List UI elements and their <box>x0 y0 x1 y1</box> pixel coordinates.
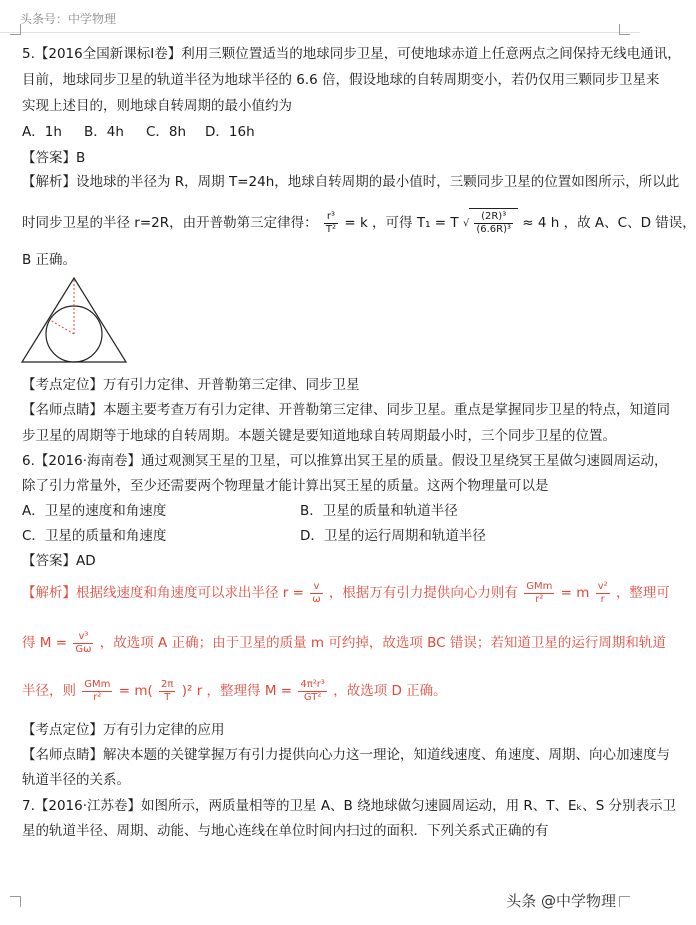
q6-option-d: D．卫星的运行周期和轨道半径 <box>300 528 486 544</box>
crop-mark <box>10 896 21 907</box>
formula-fraction <box>73 631 93 656</box>
sqrt-expression: √ $\frac{\text{(2R)³}}{\text{(6.6R)³}}$ <box>463 208 518 238</box>
q6-topic: 【考点定位】万有引力定律的应用 <box>22 722 225 738</box>
fraction-numerator: GMm <box>526 580 553 592</box>
q6-answer: 【答案】AD <box>22 553 96 569</box>
formula-fraction <box>159 679 175 704</box>
q6-option-c: C．卫星的质量和角速度 <box>22 528 167 544</box>
q5-analysis-conclusion: ≈ 4 h ，故 A、C、D 错误， <box>522 215 696 231</box>
q6-option-a: A．卫星的速度和角速度 <box>22 503 167 519</box>
fraction-numerator: (2R)³ <box>474 211 513 224</box>
fraction-denominator: ω <box>312 593 321 605</box>
q6-comment-line: 轨道半径的关系。 <box>22 772 130 788</box>
fraction-numerator: v³ <box>73 631 93 644</box>
q6-stem-line: 6.【2016·海南卷】通过观测冥王星的卫星，可以推算出冥王星的质量。假设卫星绕冥王星做匀速圆周运动， <box>22 453 668 469</box>
kepler-fraction <box>324 211 338 236</box>
analysis-text: )² r ，整理得 M = <box>181 683 293 699</box>
fraction-denominator: GT² <box>303 691 322 703</box>
kepler-equation: = k ，可得 T₁ = T <box>344 215 459 231</box>
analysis-text: = m <box>560 585 590 601</box>
analysis-text: = m( <box>118 683 153 699</box>
fraction-numerator: GMm <box>84 678 111 690</box>
q5-comment-line: 步卫星的周期等于地球的自转周期。本题关键是要知道地球自转周期最小时，三个同步卫星的位置。 <box>22 428 616 444</box>
analysis-text: ，整理可 <box>615 585 670 601</box>
q7-stem-line: 星的轨道半径、周期、动能、与地心连线在单位时间内扫过的面积．下列关系式正确的有 <box>22 823 549 839</box>
q7-stem-line: 7.【2016·江苏卷】如图所示，两质量相等的卫星 A、B 绕地球做匀速圆周运动，用 R、T、Eₖ、S 分别表示卫 <box>22 798 677 814</box>
fraction-denominator: T² <box>325 223 337 235</box>
q5-option-a: A．1h <box>22 124 62 140</box>
q5-analysis-line: 【解析】设地球的半径为 R，周期 T=24h，地球自转周期的最小值时，三颗同步卫星的位置如图所示，所以此 <box>22 174 680 190</box>
analysis-text: 【解析】根据线速度和角速度可以求出半径 r = <box>22 585 304 601</box>
formula-fraction <box>82 679 112 704</box>
fraction-numerator: 2π <box>161 678 174 690</box>
fraction-denominator: Gω <box>75 643 92 655</box>
formula-fraction <box>524 581 554 606</box>
source-header: 头条号：中学物理 <box>20 12 117 26</box>
q6-analysis-line <box>22 676 626 706</box>
analysis-text: ，故选项 D 正确。 <box>333 683 447 699</box>
q5-answer: 【答案】B <box>22 150 86 166</box>
satellite-triangle-diagram <box>20 276 128 366</box>
radius-line <box>50 320 74 334</box>
q5-comment-line: 【名师点睛】本题主要考查万有引力定律、开普勒第三定律、同步卫星。重点是掌握同步卫星的特点，知道同 <box>22 402 670 418</box>
q6-option-b: B．卫星的质量和轨道半径 <box>300 503 458 519</box>
analysis-text: 得 M = <box>22 635 68 651</box>
q5-analysis-line: B 正确。 <box>22 252 77 268</box>
fraction-numerator: 4π²r³ <box>300 678 325 690</box>
fraction-numerator: r³ <box>324 211 338 224</box>
formula-fraction <box>596 581 610 606</box>
q6-analysis-line <box>22 628 666 658</box>
q6-comment-line: 【名师点睛】解决本题的关键掌握万有引力提供向心力这一理论，知道线速度、角速度、周期、向心加速度与 <box>22 747 670 763</box>
q5-analysis-formula-line <box>22 208 696 238</box>
crop-mark <box>619 24 630 35</box>
watermark: 头条 @中学物理 <box>506 892 616 910</box>
q5-option-b: B．4h <box>84 124 124 140</box>
fraction-numerator: v <box>310 581 322 594</box>
q5-stem-line: 目前，地球同步卫星的轨道半径为地球半径的 6.6 倍，假设地球的自转周期变小，若仍仅用三颗同步卫星来 <box>22 72 660 88</box>
q5-topic: 【考点定位】万有引力定律、开普勒第三定律、同步卫星 <box>22 377 360 393</box>
fraction-denominator: r² <box>535 593 544 605</box>
fraction-denominator: T <box>164 691 171 703</box>
crop-mark <box>10 24 21 35</box>
header-divider <box>0 32 640 33</box>
q5-analysis-text: 时同步卫星的半径 r=2R，由开普勒第三定律得： <box>22 215 318 231</box>
q5-stem-line: 实现上述目的，则地球自转周期的最小值约为 <box>22 98 292 114</box>
q5-stem-line: 5.【2016全国新课标Ⅰ卷】利用三颗位置适当的地球同步卫星，可使地球赤道上任意两点之间保持无线电通讯， <box>22 46 681 62</box>
q5-option-c: C．8h <box>146 124 187 140</box>
formula-fraction <box>310 581 322 606</box>
fraction-denominator: (6.6R)³ <box>476 223 511 235</box>
analysis-text: ，故选项 A 正确；由于卫星的质量 m 可约掉，故选项 BC 错误；若知道卫星的运行周期和轨道 <box>99 635 666 651</box>
analysis-text: 半径，则 <box>22 683 76 699</box>
sqrt-fraction <box>474 211 513 236</box>
q5-option-d: D．16h <box>205 124 255 140</box>
fraction-denominator: r² <box>93 691 102 703</box>
analysis-text: ，根据万有引力提供向心力则有 <box>328 585 518 601</box>
formula-fraction <box>298 679 327 704</box>
q6-analysis-line <box>22 578 670 608</box>
fraction-denominator: r <box>600 593 605 605</box>
crop-mark <box>619 896 630 907</box>
fraction-numerator: v² <box>597 580 608 592</box>
q6-stem-line: 除了引力常量外，至少还需要两个物理量才能计算出冥王星的质量。这两个物理量可以是 <box>22 478 549 494</box>
